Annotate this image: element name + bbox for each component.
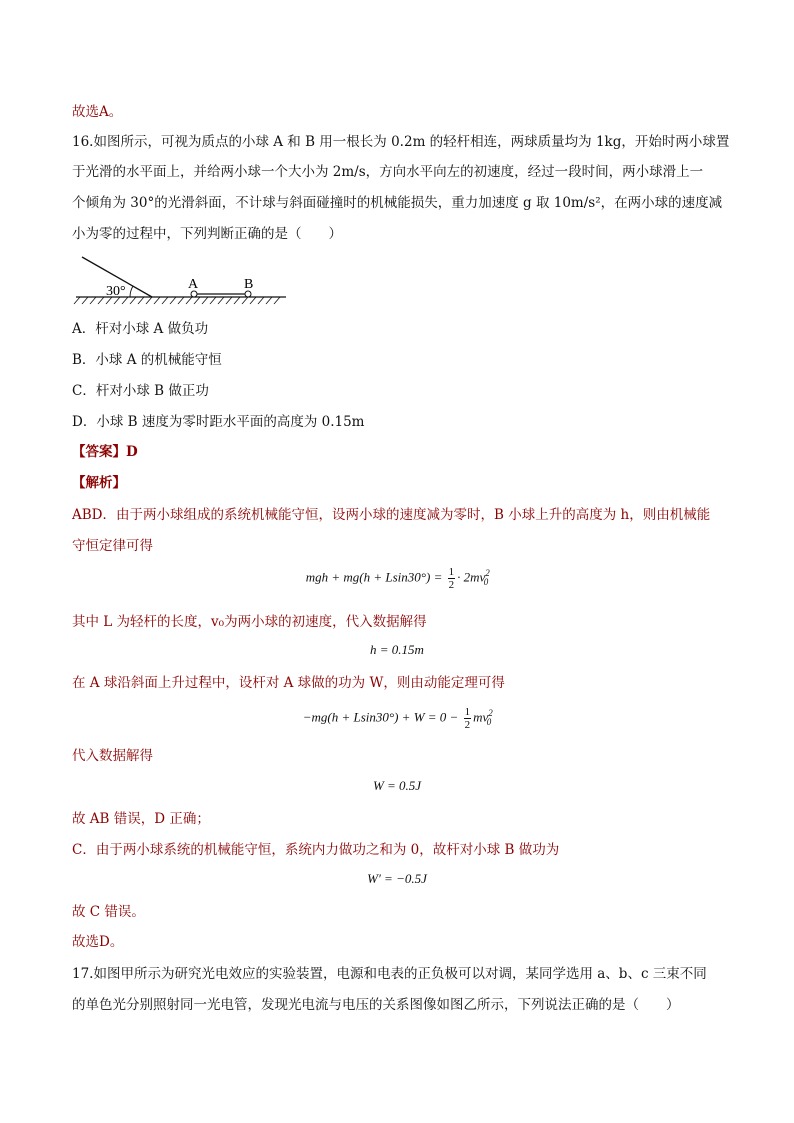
equation-5: W′ = −0.5J (367, 871, 427, 886)
q17-stem-line1: 17.如图甲所示为研究光电效应的实验装置，电源和电表的正负极可以对调，某同学选用 a、b、c 三束不同 (72, 966, 707, 982)
equation-3: −mg(h + Lsin30°) + W = 0 − $\frac{1}{2}$ $mv^2_0$ (302, 706, 493, 731)
label-b: B (244, 277, 254, 292)
q16-figure (72, 252, 292, 312)
option-d: D．小球 B 速度为零时距水平面的高度为 0.15m (72, 414, 365, 430)
eq1-left: mgh + mg(h + Lsin30°) = (305, 569, 446, 585)
q16-stem-line2: 于光滑的水平面上，并给两小球一个大小为 2m/s，方向水平向左的初速度，经过一段时间，两小球滑上一 (72, 164, 704, 180)
analysis-line5: 代入数据解得 (72, 748, 153, 764)
eq1-right: · 2mv (457, 569, 486, 585)
option-c: C．杆对小球 B 做正功 (72, 383, 209, 399)
answer-label: 【答案】D (72, 444, 138, 460)
equation-1: mgh + mg(h + Lsin30°) = $\frac{1}{2}$ · $2mv^2_0$ (305, 566, 490, 591)
q16-stem-line4: 小为零的过程中，下列判断正确的是（ ） (72, 226, 342, 242)
angle-label: 30° (106, 284, 126, 299)
eq3-left: −mg(h + Lsin30°) + W = 0 − (302, 709, 462, 725)
analysis-line2: 守恒定律可得 (72, 538, 153, 554)
eq3-right: mv (473, 709, 489, 725)
q16-stem-line1: 16.如图所示，可视为质点的小球 A 和 B 用一根长为 0.2m 的轻杆相连，两球质量均为 1kg，开始时两小球置 (72, 134, 730, 150)
equation-4: W = 0.5J (372, 778, 422, 793)
analysis-label: 【解析】 (72, 475, 126, 491)
analysis-conclusion: 故选D。 (72, 934, 124, 950)
eq3-fraction: $\frac{1}{2}$ (464, 706, 471, 731)
q17-stem-line2: 的单色光分别照射同一光电管，发现光电流与电压的关系图像如图乙所示，下列说法正确的是（ ） (72, 997, 680, 1013)
analysis-line3: 其中 L 为轻杆的长度，v₀为两小球的初速度，代入数据解得 (72, 614, 427, 630)
label-a: A (188, 277, 199, 292)
equation-2: h = 0.15m (370, 642, 424, 657)
prev-conclusion: 故选A。 (72, 104, 123, 120)
eq1-fraction: $\frac{1}{2}$ (448, 566, 455, 591)
analysis-line1: ABD．由于两小球组成的系统机械能守恒，设两小球的速度减为零时，B 小球上升的高度为 h，则由机械能 (72, 507, 711, 523)
option-a: A．杆对小球 A 做负功 (72, 321, 209, 337)
option-b: B．小球 A 的机械能守恒 (72, 352, 222, 368)
analysis-line6: 故 AB 错误，D 正确； (72, 811, 210, 827)
analysis-line8: 故 C 错误。 (72, 904, 145, 920)
analysis-line4: 在 A 球沿斜面上升过程中，设杆对 A 球做的功为 W，则由动能定理可得 (72, 675, 505, 691)
analysis-line7: C．由于两小球系统的机械能守恒，系统内力做功之和为 0，故杆对小球 B 做功为 (72, 842, 560, 858)
q16-stem-line3: 个倾角为 30°的光滑斜面，不计球与斜面碰撞时的机械能损失，重力加速度 g 取 10m/s²，在两小球的速度减 (72, 195, 723, 211)
